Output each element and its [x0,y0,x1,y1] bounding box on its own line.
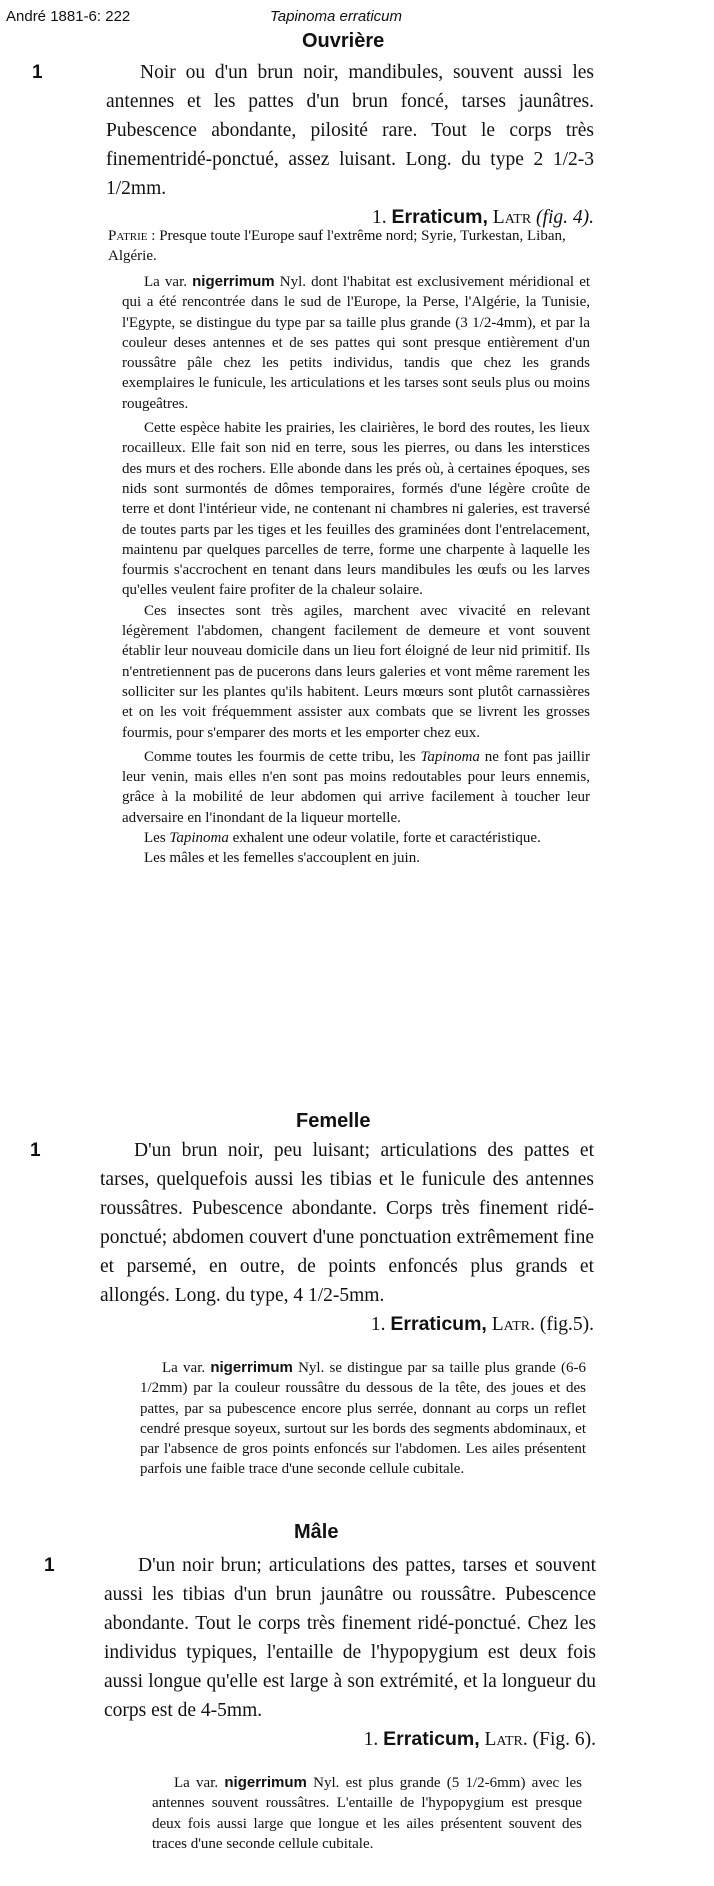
variety-note: La var. nigerrimum Nyl. se distingue par sa taille plus grande (6-6 1/2mm) par la couleur roussâtre du dessous de la tête, des joues et des pattes, par sa pubescence encore plus serrée, donnant au corps un reflet cendré presque soyeux, surtout sur les bords des segments abdominaux, et par l'absence de gros points enfoncés sur l'abdomen. Les ailes présentent parfois une faible trace d'une seconde cellule cubitale. [140,1359,586,1478]
variety-note: La var. nigerrimum Nyl. dont l'habitat est exclusivement méridional et qui a été rencontrée dans le sud de l'Europe, la Perse, l'Algérie, la Tunisie, l'Egypte, se distingue du type par sa taille plus grande (3 1/2-4mm), et par la couleur deses antennes et de ses pattes qui sont presque entièrement d'un roussâtre pâle chez les petits individus, tandis que chez les grands exemplaires le funicule, les articulations et les tarses sont seuls plus ou moins rougeâtres. [122,273,591,412]
species-key-name: Erraticum, [391,206,488,228]
venom-paragraph: Comme toutes les fourmis de cette tribu, les Tapinoma ne font pas jaillir leur venin, mais elles n'en sont pas moins redoutables pour leurs ennemis, grâce à la mobilité de leur abdomen qui arrive facilement à toucher leur adversaire en l'inondant de la liqueur mortelle. [122,748,591,826]
notes-femelle [140,1358,586,1480]
key-marker-male: 1 [44,1555,55,1576]
section-title-femelle: Femelle [296,1110,371,1132]
behaviour-paragraph: Ces insectes sont très agiles, marchent avec vivacité en relevant légèrement l'abdomen, changent facilement de demeure et vont souvent établir leur nouveau domicile dans un lieu fort éloigné de leur nid primitif. Ils n'entretiennent pas de pucerons dans leurs galeries et vont même rarement les solliciter sur les plantes qu'ils habitent. Leurs mœurs sont plutôt carnassières et on les voit fréquemment assister aux combats que se livrent les grosses fourmis, pour s'emparer des morts et les emporter chez eux. [122,602,590,741]
description-text: D'un brun noir, peu luisant; articulations des pattes et tarses, quelquefois aussi les tibias et le funicule des antennes roussâtres. Pubescence abondante. Corps très finement ridé-ponctué; abdomen couvert d'une ponctuation extrêmement fine et parsemé, en outre, de points enfoncés plus grands et allongés. Long. du type, 4 1/2-5mm. [100,1140,594,1306]
page-header [6,8,708,28]
description-male [104,1551,596,1754]
key-marker-ouvriere: 1 [32,62,43,83]
species-name: Tapinoma erraticum [270,8,403,25]
notes-male [152,1773,582,1854]
section-title-male: Mâle [294,1521,339,1543]
description-ouvriere [106,58,594,232]
mating-paragraph: Les mâles et les femelles s'accouplent en juin. [144,850,420,867]
description-text: D'un noir brun; articulations des pattes, tarses et souvent aussi les tibias d'un brun jaunâtre ou roussâtre. Pubescence abondante. Tout le corps très finement ridé-ponctué. Chez les individus typiques, l'entaille de l'hypopygium est deux fois aussi longue qu'elle est large à son extrémité, et la longueur du corps est de 4-5mm. [104,1555,596,1721]
odour-paragraph: Les Tapinoma exhalent une odeur volatile, forte et caractéristique. [144,830,541,847]
species-key-name: Erraticum, [383,1728,480,1750]
species-key-name: Erraticum, [390,1313,487,1335]
habitat-paragraph: Cette espèce habite les prairies, les clairières, le bord des routes, les lieux rocailleux. Elle fait son nid en terre, sous les pierres, ou dans les interstices des murs et des rochers. Elle abonde dans les prés où, à certaines époques, ses nids sont surmontés de dômes temporaires, formés d'une légère croûte de terre et dont l'intérieur vide, ne contenant ni chambres ni galeries, est traversé de toutes parts par les tiges et les feuilles des graminées dont l'entrelacement, maintenu par quelques parcelles de terre, forme une charpente à laquelle les fourmis s'accrochent en tenant dans leurs mandibules les œufs ou les larves qu'elles veulent faire profiter de la chaleur solaire. [122,420,590,599]
section-title-ouvriere: Ouvrière [302,30,385,52]
variety-note: La var. nigerrimum Nyl. est plus grande (5 1/2-6mm) avec les antennes souvent roussâtres. L'entaille de l'hypopygium est presque deux fois aussi large que longue et les ailes présentent souvent des traces d'une seconde cellule cubitale. [152,1774,583,1852]
species-key-line: 1. Erraticum, Latr. (Fig. 6). [363,1728,596,1750]
species-key-line: 1. Erraticum, Latr (fig. 4). [371,206,594,228]
key-marker-femelle: 1 [30,1140,41,1161]
description-femelle [100,1136,594,1339]
reference: André 1881-6: 222 [6,8,131,25]
species-key-line: 1. Erraticum, Latr. (fig.5). [370,1313,594,1335]
notes-ouvriere [122,272,590,869]
description-text: Noir ou d'un brun noir, mandibules, souvent aussi les antennes et les pattes d'un brun foncé, tarses jaunâtres. Pubescence abondante, pilosité rare. Tout le corps très finementridé-ponctué, assez luisant. Long. du type 2 1/2-3 1/2mm. [106,62,594,199]
distribution-label: Patrie : [108,228,156,244]
distribution-ouvriere [108,226,608,266]
distribution-text: Presque toute l'Europe sauf l'extrême nord; Syrie, Turkestan, Liban, Algérie. [108,228,566,264]
